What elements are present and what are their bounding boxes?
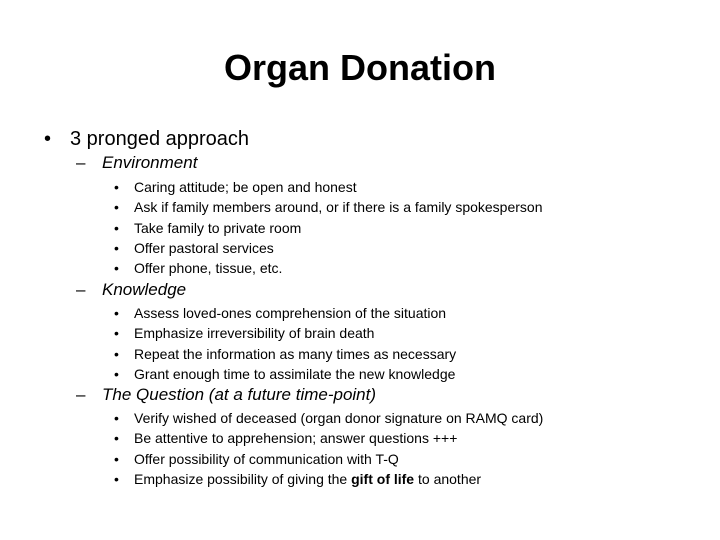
list-item [114, 428, 543, 448]
section-heading-the-question [76, 384, 376, 406]
list-item [114, 408, 543, 428]
top-bullet [44, 126, 249, 152]
section-heading-text: Environment [102, 153, 198, 172]
bullet-marker: • [114, 450, 119, 467]
list-item [114, 469, 543, 489]
list-item [114, 197, 543, 217]
section-heading-knowledge [76, 279, 186, 301]
bullet-marker: • [114, 199, 119, 216]
dash-marker: – [76, 153, 86, 172]
bullet-marker: • [114, 219, 119, 236]
list-item-text: Ask if family members around, or if there is a family spokesperson [134, 199, 543, 216]
list-item-text: Caring attitude; be open and honest [134, 179, 357, 195]
section-heading-text: Knowledge [102, 280, 187, 299]
section-heading-environment [76, 152, 197, 174]
list-item-text: Offer phone, tissue, etc. [134, 260, 283, 277]
list-item [114, 344, 456, 364]
list-item [114, 303, 456, 323]
list-item [114, 449, 543, 469]
list-item-text: Be attentive to apprehension; answer questions +++ [134, 430, 458, 447]
list-item-text: Offer pastoral services [134, 239, 274, 256]
slide-title: Organ Donation [224, 47, 496, 88]
environment-list [114, 177, 543, 278]
section-heading-text: The Question (at a future time-point) [102, 385, 377, 404]
bullet-marker: • [114, 239, 119, 256]
the-question-list [114, 408, 543, 489]
knowledge-list [114, 303, 456, 384]
bullet-marker: • [114, 260, 119, 277]
list-item-text: Offer possibility of communication with T-Q [134, 450, 399, 467]
top-bullet-text: 3 pronged approach [70, 128, 250, 150]
list-item [114, 218, 543, 238]
bullet-marker: • [114, 179, 119, 195]
list-item [114, 323, 456, 343]
dash-marker: – [76, 385, 86, 404]
list-item-text: Take family to private room [134, 219, 302, 236]
bullet-marker: • [44, 128, 52, 150]
dash-marker: – [76, 280, 86, 299]
bullet-marker: • [114, 470, 119, 487]
list-item-text: Assess loved-ones comprehension of the situation [134, 305, 447, 321]
bullet-marker: • [114, 305, 119, 321]
list-item [114, 258, 543, 278]
list-item-text: Emphasize possibility of giving the [134, 470, 352, 487]
bullet-marker: • [114, 430, 119, 447]
list-item-text: to another [414, 470, 482, 487]
bullet-marker: • [114, 325, 119, 342]
list-item-text: Emphasize irreversibility of brain death [134, 325, 375, 342]
list-item [114, 177, 543, 197]
bullet-marker: • [114, 410, 119, 426]
bullet-marker: • [114, 365, 119, 382]
list-item-text: Verify wished of deceased (organ donor signature on RAMQ card) [134, 410, 544, 426]
bullet-marker: • [114, 345, 119, 362]
list-item [114, 364, 456, 384]
list-item-bold-text: gift of life [351, 470, 415, 487]
list-item [114, 238, 543, 258]
list-item-text: Grant enough time to assimilate the new knowledge [134, 365, 456, 382]
list-item-text: Repeat the information as many times as necessary [134, 345, 457, 362]
